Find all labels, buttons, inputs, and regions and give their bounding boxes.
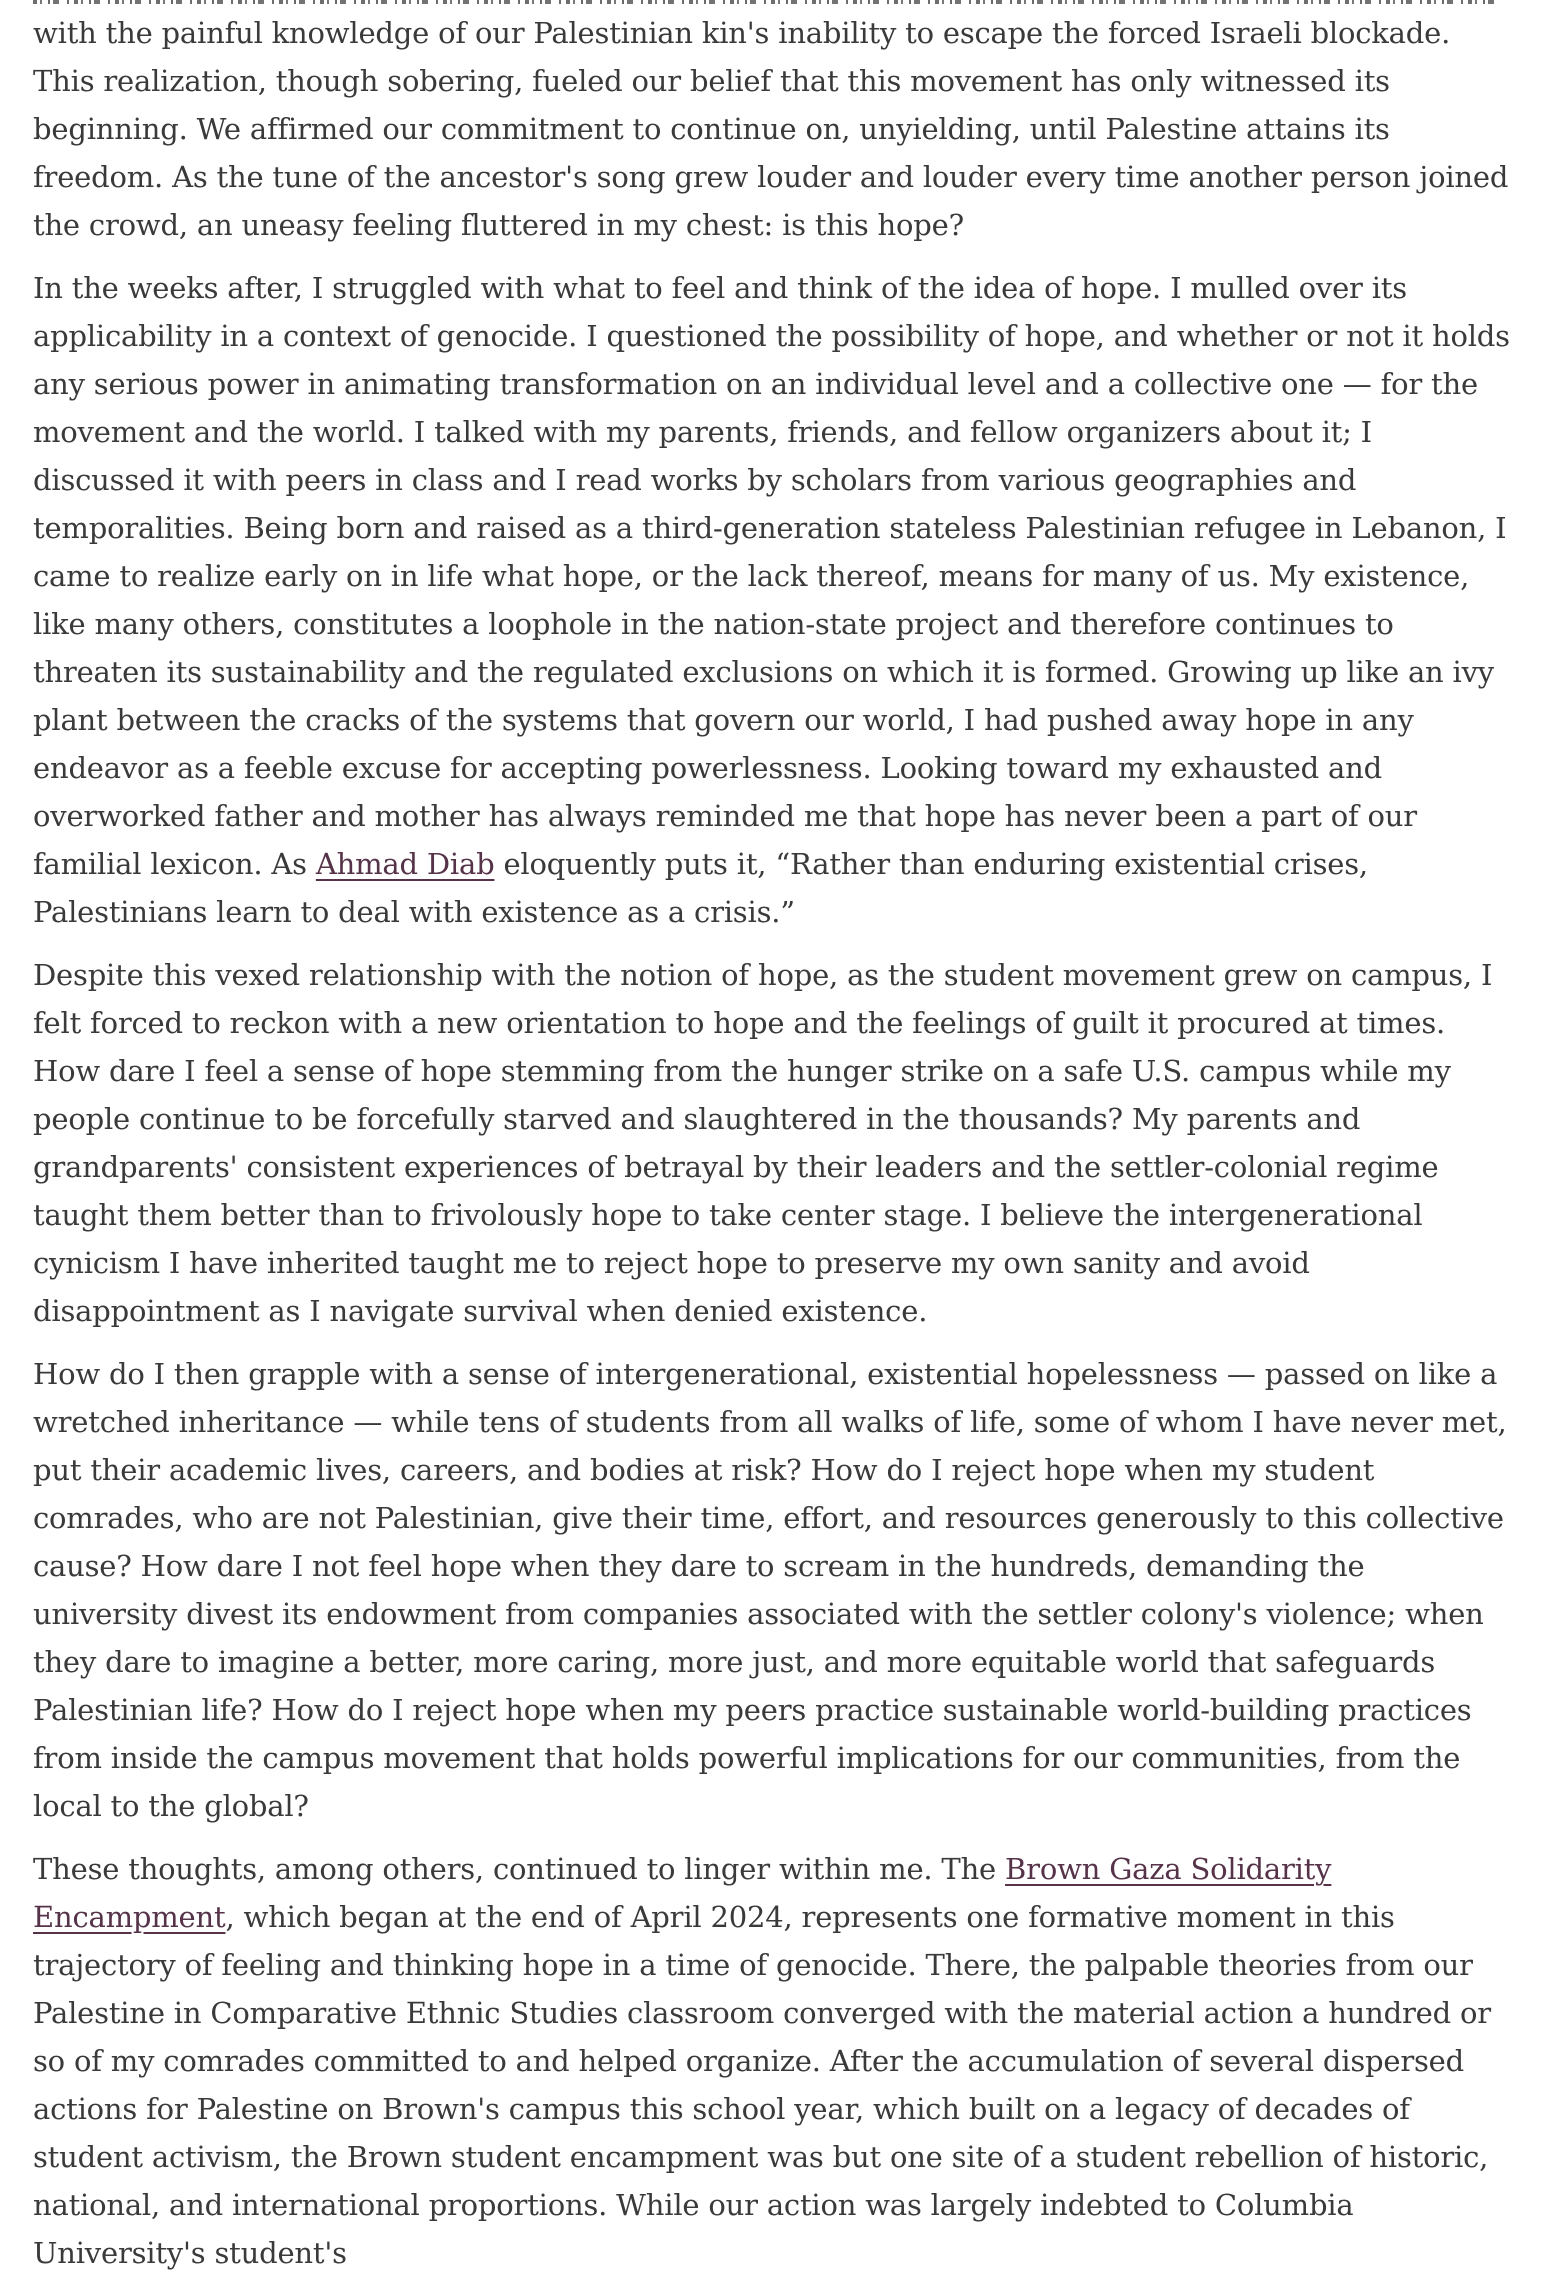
paragraph-text: eloquently puts it, “Rather than enduring existential crises, Palestinians learn to deal with existence as a crisis.” xyxy=(33,847,1368,929)
inline-link[interactable]: Brown Gaza Solidarity Encampment xyxy=(33,1852,1332,1934)
paragraph-text: with the painful knowledge of our Palestinian kin's inability to escape the forced Israeli blockade. This realization, though sobering, fueled our belief that this movement has only witnessed its beginning. We affirmed our commitment to continue on, unyielding, until Palestine attains its freedom. As the tune of the ancestor's song grew louder and louder every time another person joined the crowd, an uneasy feeling fluttered in my chest: is this hope? xyxy=(33,16,1509,242)
clipped-previous-line-fragment xyxy=(33,0,1495,4)
inline-link[interactable]: Ahmad Diab xyxy=(315,847,495,881)
paragraph xyxy=(33,1845,1510,2277)
paragraph-text: In the weeks after, I struggled with what to feel and think of the idea of hope. I mulled over its applicability in a context of genocide. I questioned the possibility of hope, and whether or not it holds any serious power in animating transformation on an individual level and a collective one — for the movement and the world. I talked with my parents, friends, and fellow organizers about it; I discussed it with peers in class and I read works by scholars from various geographies and temporalities. Being born and raised as a third-generation stateless Palestinian refugee in Lebanon, I came to realize early on in life what hope, or the lack thereof, means for many of us. My existence, like many others, constitutes a loophole in the nation-state project and therefore continues to threaten its sustainability and the regulated exclusions on which it is formed. Growing up like an ivy plant between the cracks of the systems that govern our world, I had pushed away hope in any endeavor as a feeble excuse for accepting powerlessness. Looking toward my exhausted and overworked father and mother has always reminded me that hope has never been a part of our familial lexicon. As xyxy=(33,271,1510,881)
paragraph-text: Despite this vexed relationship with the notion of hope, as the student movement grew on campus, I felt forced to reckon with a new orientation to hope and the feelings of guilt it procured at times. How dare I feel a sense of hope stemming from the hunger strike on a safe U.S. campus while my people continue to be forcefully starved and slaughtered in the thousands? My parents and grandparents' consistent experiences of betrayal by their leaders and the settler-colonial regime taught them better than to frivolously hope to take center stage. I believe the intergenerational cynicism I have inherited taught me to reject hope to preserve my own sanity and avoid disappointment as I navigate survival when denied existence. xyxy=(33,958,1493,1328)
paragraph-text: , which began at the end of April 2024, represents one formative moment in this trajectory of feeling and thinking hope in a time of genocide. There, the palpable theories from our Palestine in Comparative Ethnic Studies classroom converged with the material action a hundred or so of my comrades committed to and helped organize. After the accumulation of several dispersed actions for Palestine on Brown's campus this school year, which built on a legacy of decades of student activism, the Brown student encampment was but one site of a student rebellion of historic, national, and international proportions. While our action was largely indebted to Columbia University's student's xyxy=(33,1900,1491,2270)
paragraph xyxy=(33,264,1510,936)
paragraph-text: These thoughts, among others, continued to linger within me. The xyxy=(33,1852,1006,1886)
paragraph xyxy=(33,1350,1510,1830)
paragraph-text: How do I then grapple with a sense of intergenerational, existential hopelessness — passed on like a wretched inheritance — while tens of students from all walks of life, some of whom I have never met, put their academic lives, careers, and bodies at risk? How do I reject hope when my student comrades, who are not Palestinian, give their time, effort, and resources generously to this collective cause? How dare I not feel hope when they dare to scream in the hundreds, demanding the university divest its endowment from companies associated with the settler colony's violence; when they dare to imagine a better, more caring, more just, and more equitable world that safeguards Palestinian life? How do I reject hope when my peers practice sustainable world-building practices from inside the campus movement that holds powerful implications for our communities, from the local to the global? xyxy=(33,1357,1507,1823)
paragraph xyxy=(33,9,1510,249)
paragraph xyxy=(33,951,1510,1335)
article-body xyxy=(33,9,1510,2292)
